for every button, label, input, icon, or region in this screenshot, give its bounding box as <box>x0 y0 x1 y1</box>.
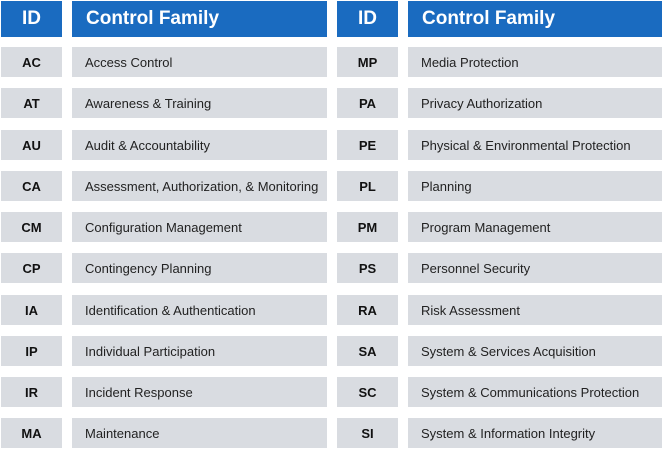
row-right-5-family: Personnel Security <box>408 253 662 283</box>
row-right-3-family: Planning <box>408 171 662 201</box>
header-id-left: ID <box>1 1 62 37</box>
row-left-8-family: Incident Response <box>72 377 327 407</box>
row-left-7-family: Individual Participation <box>72 336 327 366</box>
row-right-4-family: Program Management <box>408 212 662 242</box>
header-id-right: ID <box>337 1 398 37</box>
row-right-8-family: System & Communications Protection <box>408 377 662 407</box>
row-left-9-family: Maintenance <box>72 418 327 448</box>
header-family-right: Control Family <box>408 1 662 37</box>
row-right-1-id: PA <box>337 88 398 118</box>
row-right-9-id: SI <box>337 418 398 448</box>
row-right-5-id: PS <box>337 253 398 283</box>
row-right-2-family: Physical & Environmental Protection <box>408 130 662 160</box>
row-left-2-id: AU <box>1 130 62 160</box>
row-left-0-id: AC <box>1 47 62 77</box>
row-left-3-id: CA <box>1 171 62 201</box>
row-left-5-id: CP <box>1 253 62 283</box>
row-left-9-id: MA <box>1 418 62 448</box>
row-left-6-family: Identification & Authentication <box>72 295 327 325</box>
row-right-0-family: Media Protection <box>408 47 662 77</box>
header-family-left: Control Family <box>72 1 327 37</box>
row-left-4-family: Configuration Management <box>72 212 327 242</box>
row-right-7-id: SA <box>337 336 398 366</box>
row-right-9-family: System & Information Integrity <box>408 418 662 448</box>
row-left-2-family: Audit & Accountability <box>72 130 327 160</box>
row-left-0-family: Access Control <box>72 47 327 77</box>
row-left-7-id: IP <box>1 336 62 366</box>
row-right-1-family: Privacy Authorization <box>408 88 662 118</box>
row-left-6-id: IA <box>1 295 62 325</box>
row-right-6-id: RA <box>337 295 398 325</box>
row-left-4-id: CM <box>1 212 62 242</box>
row-left-8-id: IR <box>1 377 62 407</box>
row-left-5-family: Contingency Planning <box>72 253 327 283</box>
row-left-1-id: AT <box>1 88 62 118</box>
row-right-2-id: PE <box>337 130 398 160</box>
row-right-6-family: Risk Assessment <box>408 295 662 325</box>
row-right-0-id: MP <box>337 47 398 77</box>
row-right-7-family: System & Services Acquisition <box>408 336 662 366</box>
row-right-4-id: PM <box>337 212 398 242</box>
row-left-3-family: Assessment, Authorization, & Monitoring <box>72 171 327 201</box>
row-right-3-id: PL <box>337 171 398 201</box>
row-right-8-id: SC <box>337 377 398 407</box>
row-left-1-family: Awareness & Training <box>72 88 327 118</box>
